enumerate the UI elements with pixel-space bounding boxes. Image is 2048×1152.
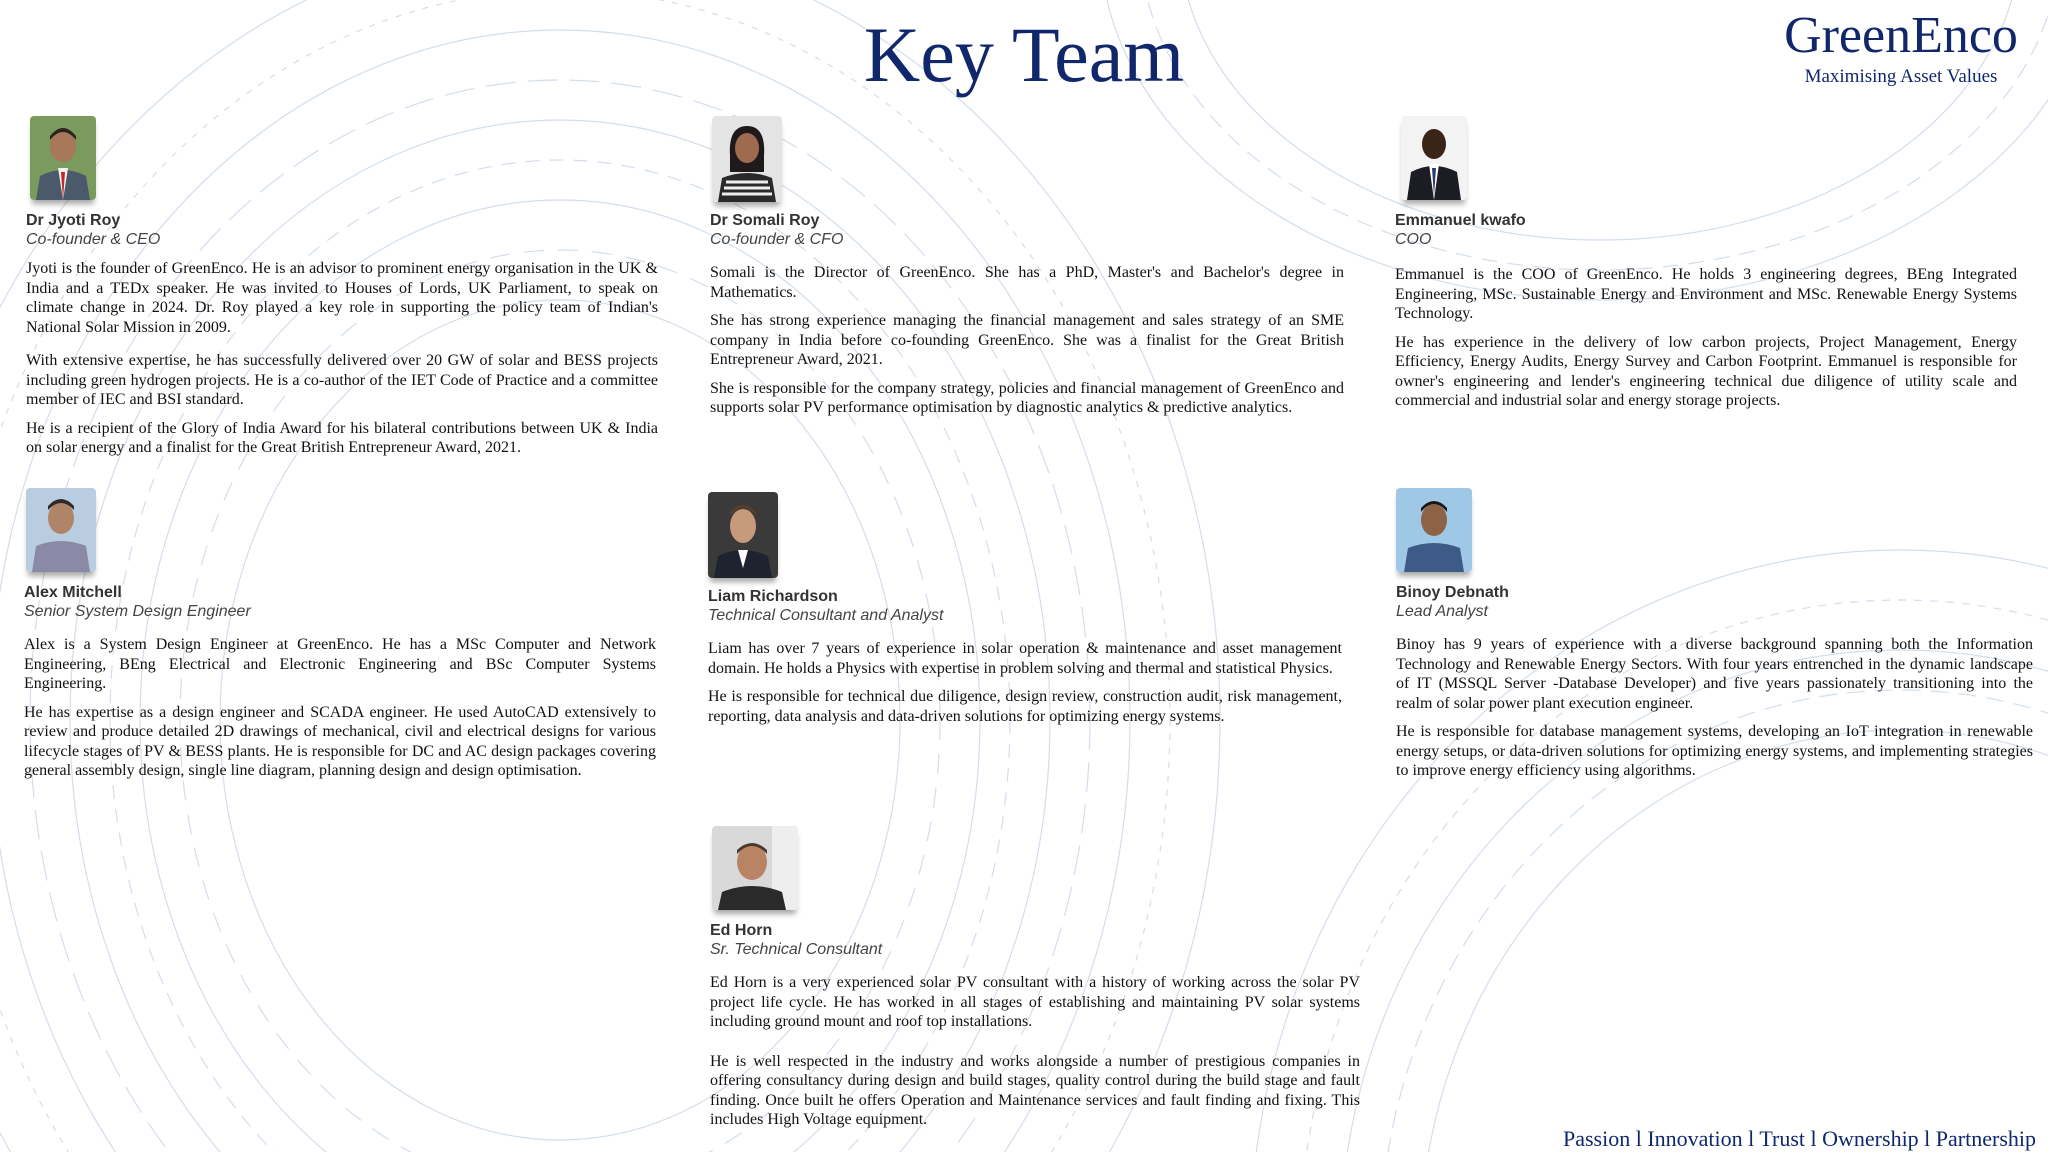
- team-member-card: [710, 116, 1344, 427]
- team-member-card: [708, 492, 1342, 735]
- member-name: Dr Somali Roy: [710, 212, 820, 229]
- member-photo: [708, 492, 778, 578]
- member-name: Dr Jyoti Roy: [26, 212, 121, 229]
- member-bio: Ed Horn is a very experienced solar PV consultant with a history of working across the solar PV project life cycle. He has worked in all stages of establishing and maintaining PV solar systems including ground mount and roof top installations.: [710, 974, 1360, 1030]
- member-role: Technical Consultant and Analyst: [708, 607, 944, 624]
- member-bio: He is responsible for database management systems, developing an IoT integration in renewable energy setups, or data-driven solutions for optimizing energy systems, and implementing strategies to improve energy efficiency using algorithms.: [1396, 723, 2033, 779]
- member-name: Alex Mitchell: [24, 584, 122, 601]
- member-bio: He is well respected in the industry and works alongside a number of prestigious companies in offering consultancy during design and build stages, quality control during the build stage and fault finding. Once built he offers Operation and Maintenance services and fault finding and fixing. This includes High Voltage equipment.: [710, 1052, 1360, 1128]
- member-bio: With extensive expertise, he has successfully delivered over 20 GW of solar and BESS projects including green hydrogen projects. He is a co-author of the IET Code of Practice and a committee member of IEC and BSI standard.: [26, 352, 658, 408]
- member-role: COO: [1395, 231, 1432, 248]
- brand-tagline: Maximising Asset Values: [1804, 66, 1998, 87]
- member-role: Lead Analyst: [1396, 603, 1488, 620]
- page-title: Key Team: [863, 11, 1185, 98]
- team-member-card: [24, 488, 656, 790]
- member-name: Binoy Debnath: [1396, 584, 1509, 601]
- member-bio: Alex is a System Design Engineer at GreenEnco. He has a MSc Computer and Network Engineering, BEng Electrical and Electronic Engineering and BSc Computer Systems Engineering.: [24, 636, 656, 692]
- team-member-card: [1395, 116, 2017, 420]
- member-photo: [1396, 488, 1472, 572]
- member-role: Sr. Technical Consultant: [710, 941, 883, 958]
- member-name: Ed Horn: [710, 922, 773, 939]
- member-bio: Jyoti is the founder of GreenEnco. He is an advisor to prominent energy organisation in the UK & India and a TEDx speaker. He was invited to Houses of Lords, UK Parliament, to speak on climate change in 2024. Dr. Roy played a key role in supporting the policy team of Indian's National Solar Mission in 2009.: [26, 260, 658, 336]
- member-bio: He has expertise as a design engineer and SCADA engineer. He used AutoCAD extensively to review and produce detailed 2D drawings of mechanical, civil and electrical designs for various lifecycle stages of PV & BESS plants. He is responsible for DC and AC design packages covering general assembly design, single line diagram, planning design and design optimisation.: [24, 703, 656, 779]
- team-member-card: [1396, 488, 2033, 790]
- member-bio: He is responsible for technical due diligence, design review, construction audit, risk management, reporting, data analysis and data-driven solutions for optimizing energy systems.: [708, 688, 1342, 725]
- member-bio: She has strong experience managing the financial management and sales strategy of an SME company in India before co-founding GreenEnco. She was a finalist for the Great British Entrepreneur Award, 2021.: [710, 312, 1344, 368]
- member-bio: She is responsible for the company strategy, policies and financial management of GreenEnco and supports solar PV performance optimisation by diagnostic analytics & predictive analytics.: [710, 379, 1344, 416]
- team-member-card: [710, 826, 1360, 1139]
- brand-name: GreenEnco: [1784, 7, 2018, 64]
- member-photo: [30, 116, 96, 200]
- member-role: Co-founder & CEO: [26, 231, 161, 248]
- member-bio: He has experience in the delivery of low carbon projects, Project Management, Energy Efficiency, Energy Audits, Energy Survey and Carbon Footprint. Emmanuel is responsible for owner's engineering and lender's engineering technical due diligence of utility scale and commercial and industrial solar and energy storage projects.: [1395, 333, 2017, 409]
- company-values-footer: Passion l Innovation l Trust l Ownership l Partnership: [1562, 1126, 2036, 1151]
- member-bio: Liam has over 7 years of experience in solar operation & maintenance and asset management domain. He holds a Physics with expertise in problem solving and thermal and statistical Physics.: [708, 640, 1342, 677]
- brand-logo: [1766, 8, 2036, 88]
- member-photo: [1401, 116, 1467, 200]
- member-name: Liam Richardson: [708, 588, 838, 605]
- member-role: Co-founder & CFO: [710, 231, 844, 248]
- member-name: Emmanuel kwafo: [1395, 212, 1526, 229]
- member-role: Senior System Design Engineer: [24, 603, 251, 620]
- member-photo: [712, 116, 782, 202]
- member-bio: Somali is the Director of GreenEnco. She has a PhD, Master's and Bachelor's degree in Mathematics.: [710, 264, 1344, 301]
- team-member-card: [26, 116, 658, 467]
- member-bio: Binoy has 9 years of experience with a diverse background spanning both the Information Technology and Renewable Energy Sectors. With four years entrenched in the dynamic landscape of IT (MSSQL Server -Database Developer) and five years passionately transitioning into the realm of solar power plant execution engineer.: [1396, 636, 2033, 712]
- member-photo: [26, 488, 96, 572]
- member-photo: [712, 826, 798, 910]
- member-bio: He is a recipient of the Glory of India Award for his bilateral contributions between UK & India on solar energy and a finalist for the Great British Entrepreneur Award, 2021.: [26, 419, 658, 456]
- member-bio: Emmanuel is the COO of GreenEnco. He holds 3 engineering degrees, BEng Integrated Engineering, MSc. Sustainable Energy and Environment and MSc. Renewable Energy Systems Technology.: [1395, 266, 2017, 322]
